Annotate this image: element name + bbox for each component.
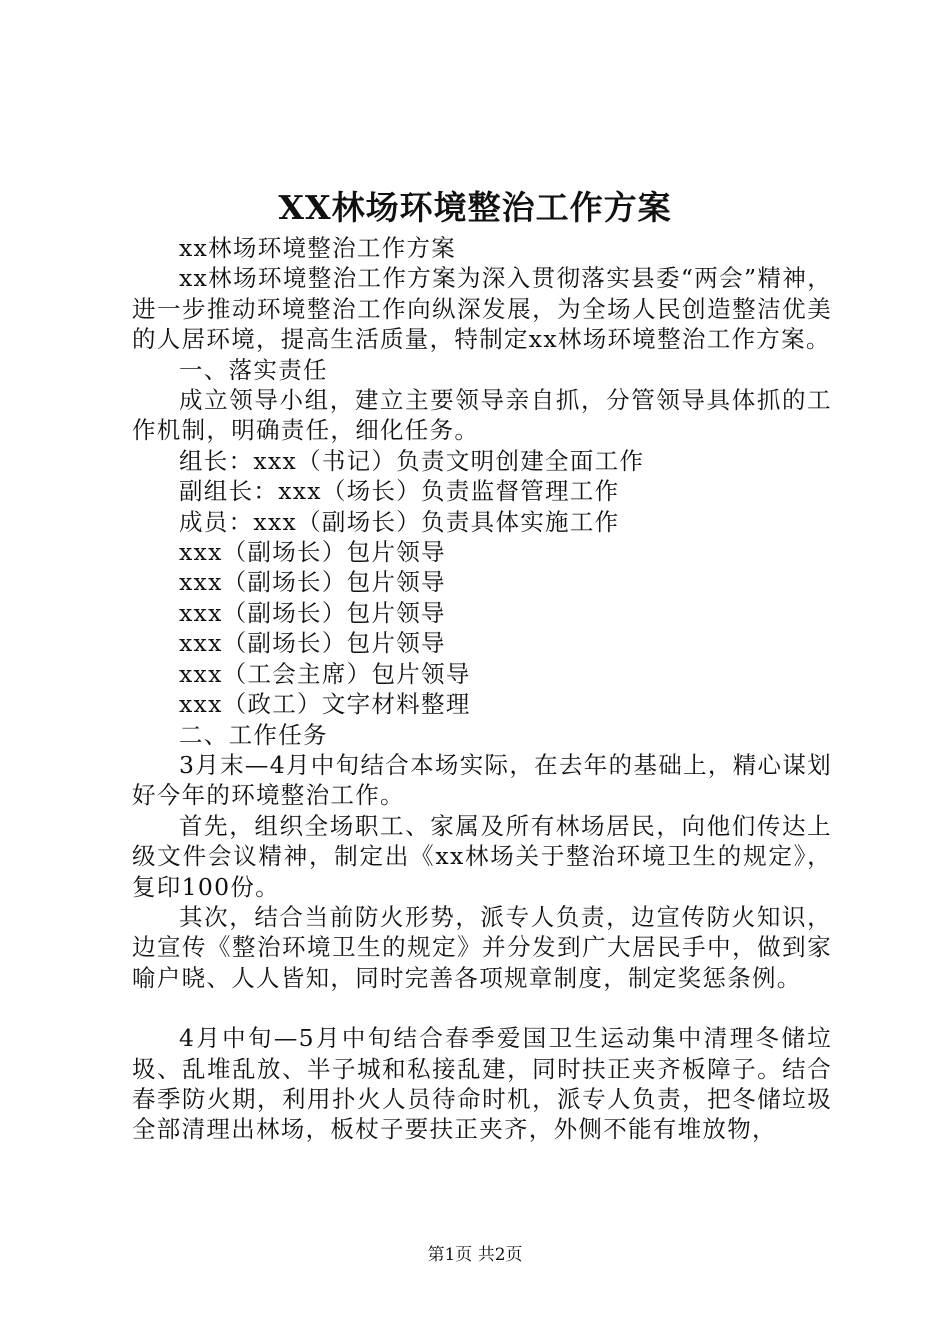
- paragraph-subtitle: xx林场环境整治工作方案: [179, 234, 457, 262]
- member-line-political: xxx（政工）文字材料整理: [179, 690, 471, 719]
- paragraph-leadership: 成立领导小组，建立主要领导亲自抓，分管领导具体抓的工作机制，明确责任，细化任务。: [132, 386, 832, 445]
- member-line-member: 成员：xxx（副场长）负责具体实施工作: [179, 507, 620, 536]
- paragraph-task-second: 其次，结合当前防火形势，派专人负责，边宣传防火知识，边宣传《整治环境卫生的规定》并分发到广大居民手中，做到家喻户晓、人人皆知，同时完善各项规章制度，制定奖惩条例。: [132, 902, 832, 992]
- paragraph-task-march: 3月末—4月中旬结合本场实际，在去年的基础上，精心谋划好今年的环境整治工作。: [132, 750, 832, 810]
- member-line-district-2: xxx（副场长）包片领导: [179, 568, 446, 597]
- section-heading-responsibility: 一、落实责任: [179, 355, 328, 384]
- paragraph-intro: xx林场环境整治工作方案为深入贯彻落实县委“两会”精神，进一步推动环境整治工作向纵深发展，为全场人民创造整洁优美的人居环境，提高生活质量，特制定xx林场环境整治工作方案。: [132, 264, 832, 354]
- member-line-leader: 组长：xxx（书记）负责文明创建全面工作: [179, 446, 645, 475]
- member-line-deputy-leader: 副组长：xxx（场长）负责监督管理工作: [179, 477, 620, 506]
- member-line-district-1: xxx（副场长）包片领导: [179, 538, 446, 567]
- document-body: [132, 233, 832, 1145]
- document-title: XX林场环境整治工作方案: [278, 188, 672, 227]
- section-heading-tasks: 二、工作任务: [179, 720, 328, 749]
- member-line-district-4: xxx（副场长）包片领导: [179, 629, 446, 658]
- member-line-district-3: xxx（副场长）包片领导: [179, 598, 446, 627]
- member-line-union-chair: xxx（工会主席）包片领导: [179, 659, 471, 688]
- paragraph-task-first: 首先，组织全场职工、家属及所有林场居民，向他们传达上级文件会议精神，制定出《xx林场关于整治环境卫生的规定》，复印100份。: [132, 811, 832, 901]
- page-footer: 第1页 共2页: [427, 1245, 523, 1265]
- paragraph-task-april: 4月中旬—5月中旬结合春季爱国卫生运动集中清理冬储垃圾、乱堆乱放、半子城和私接乱建，同时扶正夹齐板障子。结合春季防火期，利用扑火人员待命时机，派专人负责，把冬储垃圾全部清理出林场，板杖子要扶正夹齐，外侧不能有堆放物，: [132, 1024, 832, 1144]
